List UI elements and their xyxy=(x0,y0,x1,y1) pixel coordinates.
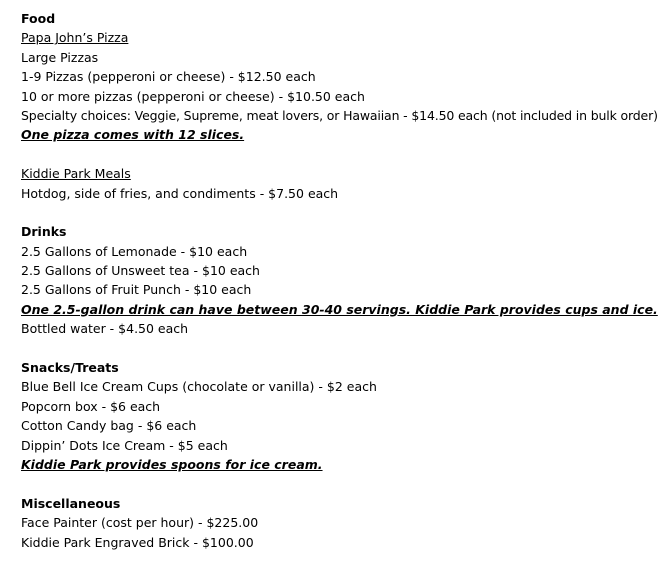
pizza-item-10-plus: 10 or more pizzas (pepperoni or cheese) - $10.50 each xyxy=(21,88,365,104)
food-heading: Food xyxy=(21,11,56,26)
drink-item-unsweet-tea: 2.5 Gallons of Unsweet tea - $10 each xyxy=(21,263,260,279)
misc-heading: Miscellaneous xyxy=(21,495,121,511)
drink-item-fruit-punch: 2.5 Gallons of Fruit Punch - $10 each xyxy=(21,282,252,298)
snack-item-ice-cream-cups: Blue Bell Ice Cream Cups (chocolate or vanilla) - $2 each xyxy=(21,379,377,395)
snacks-spoons-note: Kiddie Park provides spoons for ice cream. xyxy=(21,456,323,472)
price-list-document xyxy=(21,9,657,552)
drink-item-bottled-water: Bottled water - $4.50 each xyxy=(21,321,189,337)
snack-item-cotton-candy: Cotton Candy bag - $6 each xyxy=(21,418,197,434)
misc-item-engraved-brick: Kiddie Park Engraved Brick - $100.00 xyxy=(21,534,254,550)
spacer xyxy=(21,145,657,164)
pizza-vendor-title: Papa John’s Pizza xyxy=(21,30,129,46)
pizza-item-1-9: 1-9 Pizzas (pepperoni or cheese) - $12.50 each xyxy=(21,69,316,85)
pizza-item-specialty: Specialty choices: Veggie, Supreme, meat lovers, or Hawaiian - $14.50 each (not included in bulk order) xyxy=(21,107,658,123)
drinks-heading: Drinks xyxy=(21,224,67,240)
meal-item-hotdog: Hotdog, side of fries, and condiments - $7.50 each xyxy=(21,185,339,201)
spacer xyxy=(21,474,657,493)
pizza-size-label: Large Pizzas xyxy=(21,49,99,65)
snack-item-dippin-dots: Dippin’ Dots Ice Cream - $5 each xyxy=(21,437,228,453)
spacer xyxy=(21,203,657,222)
drink-item-lemonade: 2.5 Gallons of Lemonade - $10 each xyxy=(21,243,248,259)
snacks-heading: Snacks/Treats xyxy=(21,360,119,376)
misc-item-face-painter: Face Painter (cost per hour) - $225.00 xyxy=(21,515,259,531)
spacer xyxy=(21,339,657,358)
snack-item-popcorn: Popcorn box - $6 each xyxy=(21,398,161,414)
pizza-slices-note: One pizza comes with 12 slices. xyxy=(21,127,245,143)
drinks-servings-note: One 2.5-gallon drink can have between 30-40 servings. Kiddie Park provides cups and ice. xyxy=(21,301,658,317)
meals-vendor-title: Kiddie Park Meals xyxy=(21,166,131,182)
